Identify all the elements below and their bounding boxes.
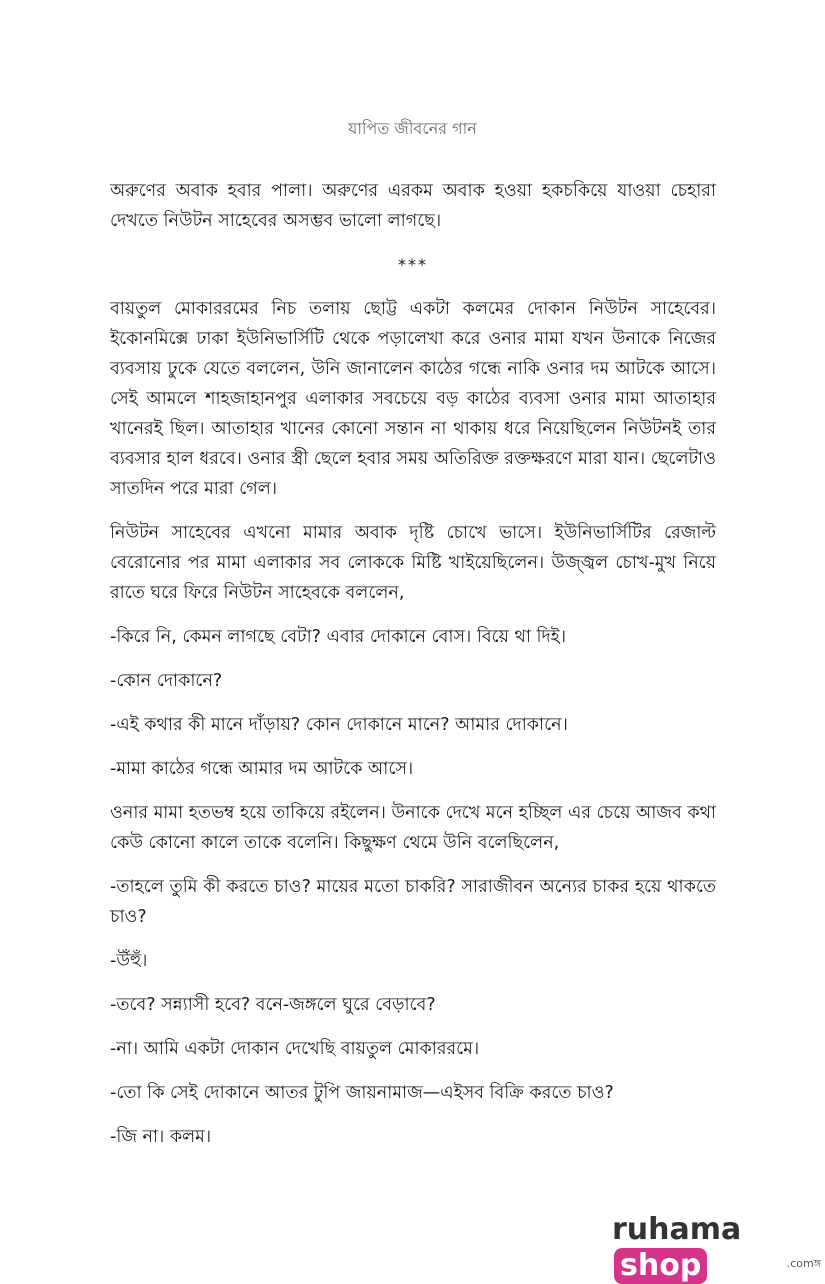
- paragraph-2: বায়তুল মোকাররমের নিচ তলায় ছোট্ট একটা কলমের দোকান নিউটন সাহেবের। ইকোনমিক্সে ঢাকা ইউনিভার্সিটি থেকে পড়ালেখা করে ওনার মামা যখন উনাকে নিজের ব্যবসায় ঢুকে যেতে বললেন, উনি জানালেন কাঠের গন্ধে নাকি ওনার দম আটকে আসে। সেই আমলে শাহজাহানপুর এলাকার সবচেয়ে বড় কাঠের ব্যবসা ওনার মামা আতাহার খানেরই ছিল। আতাহার খানের কোনো সন্তান না থাকায় ধরে নিয়েছিলেন নিউটনই তার ব্যবসার হাল ধরবে। ওনার স্ত্রী ছেলে হবার সময় অতিরিক্ত রক্তক্ষরণে মারা যান। ছেলেটাও সাতদিন পরে মারা গেল।: [110, 299, 716, 499]
- paragraph-1: অরুণের অবাক হবার পালা। অরুণের এরকম অবাক হওয়া হকচকিয়ে যাওয়া চেহারা দেখতে নিউটন সাহেবের অসম্ভব ভালো লাগছে।: [110, 181, 716, 231]
- running-header: যাপিত জীবনের গান: [348, 119, 477, 138]
- logo-suffix: .comঙ্গ: [786, 1257, 821, 1270]
- dialogue-5: -তাহলে তুমি কী করতে চাও? মায়ের মতো চাকরি? সারাজীবন অন্যের চাকর হয়ে থাকতে চাও?: [110, 877, 716, 927]
- dialogue-7: -তবে? সন্ন্যাসী হবে? বনে-জঙ্গলে ঘুরে বেড়াবে?: [110, 995, 436, 1015]
- logo-text-highlight: shop: [614, 1248, 707, 1284]
- page-body: [110, 176, 716, 1166]
- dialogue-9: -তো কি সেই দোকানে আতর টুপি জায়নামাজ—এইসব বিক্রি করতে চাও?: [110, 1083, 614, 1103]
- logo-text-left: ruhama: [612, 1212, 742, 1247]
- dialogue-4: -মামা কাঠের গন্ধে আমার দম আটকে আসে।: [110, 759, 414, 779]
- dialogue-8: -না। আমি একটা দোকান দেখেছি বায়তুল মোকাররমে।: [110, 1039, 480, 1059]
- watermark-logo: [612, 1212, 825, 1284]
- paragraph-4: ওনার মামা হতভম্ব হয়ে তাকিয়ে রইলেন। উনাকে দেখে মনে হচ্ছিল এর চেয়ে আজব কথা কেউ কোনো কালে তাকে বলেনি। কিছুক্ষণ থেমে উনি বলেছিলেন,: [110, 803, 716, 853]
- section-separator: ***: [398, 255, 428, 274]
- paragraph-3: নিউটন সাহেবের এখনো মামার অবাক দৃষ্টি চোখে ভাসে। ইউনিভার্সিটির রেজাল্ট বেরোনোর পর মামা এলাকার সব লোককে মিষ্টি খাইয়েছিলেন। উজ্জ্বল চোখ-মুখ নিয়ে রাতে ঘরে ফিরে নিউটন সাহেবকে বললেন,: [110, 523, 716, 603]
- dialogue-6: -উঁহুঁ।: [110, 951, 148, 971]
- dialogue-3: -এই কথার কী মানে দাঁড়ায়? কোন দোকানে মানে? আমার দোকানে।: [110, 715, 568, 735]
- dialogue-1: -কিরে নি, কেমন লাগছে বেটা? এবার দোকানে বোস। বিয়ে থা দিই।: [110, 627, 567, 647]
- dialogue-10: -জি না। কলম।: [110, 1127, 212, 1147]
- dialogue-2: -কোন দোকানে?: [110, 671, 223, 691]
